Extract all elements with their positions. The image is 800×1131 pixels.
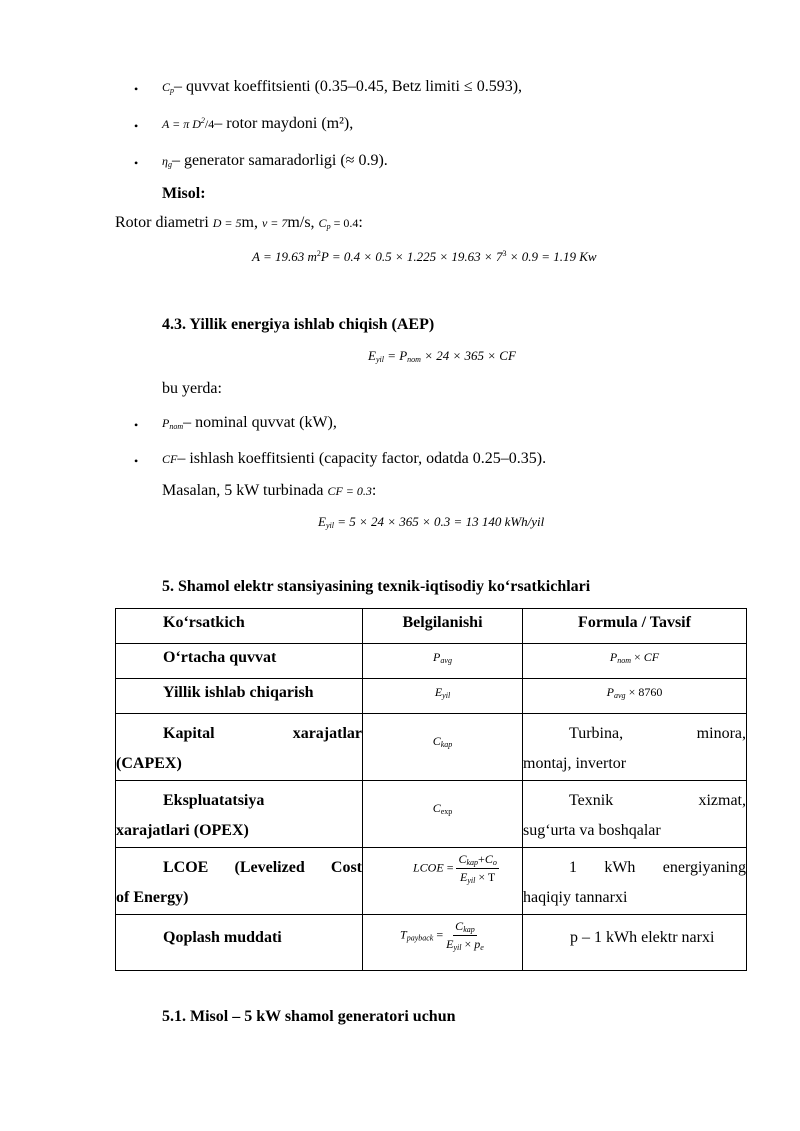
bullet-cp-text: – quvvat koeffitsienti (0.35–0.45, Betz limiti ≤ 0.593), <box>174 78 523 95</box>
aep-example-formula: $E_{yil} = 5 \times 24 \times 365 \times 0.3 = 13$ 140 kWh/yil <box>318 514 545 530</box>
rotor-line: Rotor diametri D = 5m, v = 7m/s, $C_p = 0.4$: <box>115 214 363 231</box>
lcoe-formula: LCOE = $\frac{C_{kap}+C_o}{E_{yil} \times T}$ <box>413 852 497 885</box>
table-header-symbol: Belgilanishi <box>402 614 483 631</box>
bullet-area-text: – rotor maydoni (m²), <box>214 115 354 132</box>
power-formula: A = 19.63 $m^2P = 0.4 \times 0.5 \times 1.225 \times 19.63 \times 7^3 \times 0.9 = 1.19$ Kw <box>252 249 597 264</box>
bullet-dot: • <box>134 454 139 468</box>
section-heading-4-3: 4.3. Yillik energiya ishlab chiqish (AEP) <box>162 316 435 333</box>
section-heading-5-1: 5.1. Misol – 5 kW shamol generatori uchun <box>162 1008 456 1025</box>
bu-yerda-text: bu yerda: <box>162 380 222 397</box>
payback-formula: $T_{payback}$ = $\frac{C_{kap}}{E_{yil} \times p_e}$ <box>400 919 484 952</box>
bullet-dot: • <box>134 82 139 96</box>
table-row: LCOE (Levelized Cost of Energy) LCOE = $\frac{C_{kap}+C_o}{E_{yil} \times T}$ 1 kWh energiyaning haqiqiy tannarxi <box>116 848 747 915</box>
table-header-formula: Formula / Tavsif <box>578 614 691 631</box>
area-symbol: A = π $D^2/4$ <box>162 116 215 131</box>
misol-label: Misol: <box>162 185 206 202</box>
bullet-pnom: $P_{nom}-$ nominal quvvat (kW), <box>162 414 337 431</box>
bullet-dot: • <box>134 156 139 170</box>
bullet-dot: • <box>134 418 139 432</box>
bullet-area <box>162 115 353 133</box>
table-row: Qoplash muddati $T_{payback}$ = $\frac{C_{kap}}{E_{yil} \times p_e}$ p – 1 kWh elektr narxi <box>116 915 747 971</box>
section-heading-5: 5. Shamol elektr stansiyasining texnik-iqtisodiy ko‘rsatkichlari <box>162 578 591 595</box>
bullet-dot: • <box>134 119 139 133</box>
bullet-eta-text: – generator samaradorligi (≈ 0.9). <box>171 152 388 169</box>
bullet-cp <box>162 78 522 96</box>
bullet-eta <box>162 152 388 170</box>
table-header-indicator: Ko‘rsatkich <box>163 614 245 631</box>
table-row: Kapital xarajatlar (CAPEX) $C_{kap}$ Turbina, minora, montaj, invertor <box>116 714 747 781</box>
masalan-line: Masalan, 5 kW turbinada CF = 0.3: <box>162 482 377 499</box>
indicators-table <box>115 608 747 971</box>
cp-symbol: $C_p$ <box>162 80 175 95</box>
table-row: Yillik ishlab chiqarish $E_{yil}$ $P_{avg} \times 8760$ <box>116 679 747 714</box>
eta-symbol: $\eta_g$ <box>162 154 172 169</box>
bullet-cf: CF– ishlash koeffitsienti (capacity factor, odatda 0.25–0.35). <box>162 450 547 467</box>
table-header-row <box>116 609 747 644</box>
table-row: O‘rtacha quvvat $P_{avg}$ $P_{nom}$ × CF <box>116 644 747 679</box>
table-row: Ekspluatatsiya xarajatlari (OPEX) $C_{exp}$ Texnik xizmat, sug‘urta va boshqalar <box>116 781 747 848</box>
aep-formula: $E_{yil} = P_{nom} \times 24 \times 365$ × CF <box>368 348 516 364</box>
